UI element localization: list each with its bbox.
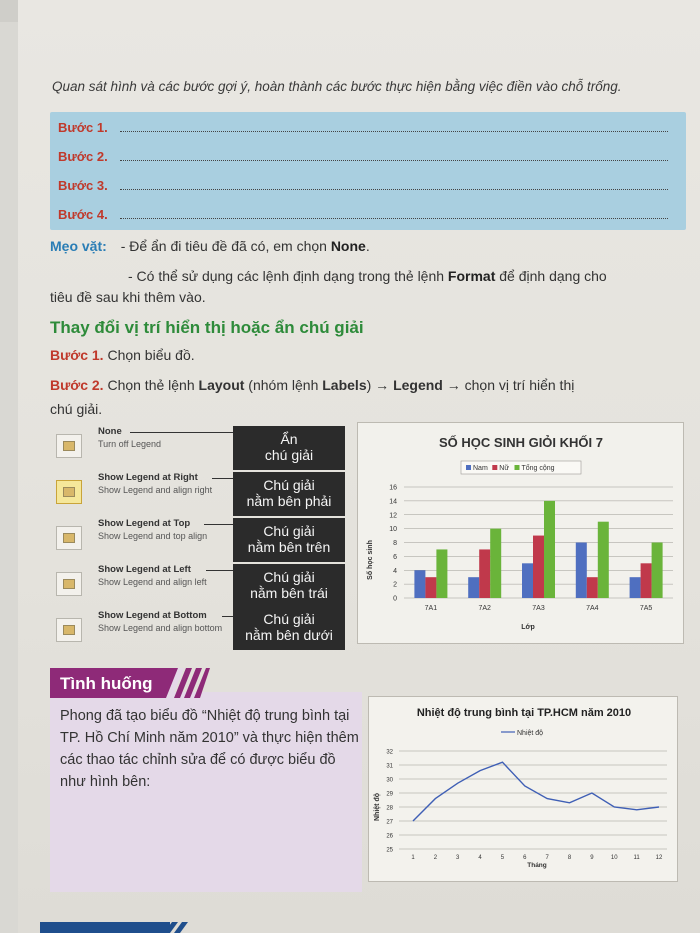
y-tick-label: 16: [389, 484, 397, 492]
x-tick-label: 4: [478, 855, 482, 861]
x-tick-label: 1: [411, 855, 415, 861]
x-tick-label: 10: [610, 855, 618, 861]
legend-right-icon: [56, 480, 82, 504]
x-tick-label: 7A2: [478, 605, 491, 612]
intro-text: Quan sát hình và các bước gợi ý, hoàn thành các bước thực hiện bằng việc điền vào chỗ trống.: [52, 79, 622, 94]
bar-7A5-1: [641, 563, 652, 598]
x-axis-label: Lớp: [521, 624, 535, 631]
line-chart-svg: [369, 697, 679, 883]
y-tick-label: 32: [386, 749, 393, 756]
bar-7A4-0: [576, 543, 587, 599]
chart-title: SỐ HỌC SINH GIỎI KHỐI 7: [439, 435, 603, 450]
bar-7A4-2: [598, 522, 609, 598]
bar-7A3-2: [544, 501, 555, 598]
legend-callout-box: Chú giải nằm bên trên: [233, 518, 345, 562]
bar-7A3-0: [522, 563, 533, 598]
situation-text: Phong đã tạo biểu đồ “Nhiệt độ trung bình tại TP. Hồ Chí Minh năm 2010” và thực hiện thêm các thao tác chỉnh sửa để có được biểu đồ như hình bên:: [60, 708, 359, 790]
y-tick-label: 8: [393, 540, 397, 547]
x-tick-label: 6: [523, 855, 527, 861]
legend-swatch: [492, 465, 497, 470]
situation-tag: [50, 668, 210, 698]
step-label: Bước 1.: [58, 120, 108, 135]
students-bar-chart: [357, 422, 684, 644]
legend-label: Nam: [473, 465, 488, 472]
legend-option-top[interactable]: Show Legend at Top Show Legend and top align Chú giải nằm bên trên: [50, 518, 350, 562]
bar-7A2-0: [468, 577, 479, 598]
step2-line-2: chú giải.: [50, 401, 103, 417]
legend-callout-box: Ẩn chú giải: [233, 426, 345, 470]
x-tick-label: 7: [545, 855, 549, 861]
legend-swatch: [466, 465, 471, 470]
x-tick-label: 5: [500, 855, 505, 861]
y-axis-label: Số học sinh: [367, 540, 374, 580]
legend-label: Tổng cộng: [521, 465, 555, 472]
x-tick-label: 7A5: [639, 605, 653, 612]
step-row-1[interactable]: [58, 116, 668, 138]
y-tick-label: 6: [393, 553, 397, 561]
step-row-4[interactable]: [58, 203, 668, 225]
steps-fill-box: [50, 112, 686, 230]
legend-label: Nhiệt độ: [517, 730, 544, 737]
x-tick-label: 7A1: [424, 605, 438, 612]
tip-line-3: tiêu đề sau khi thêm vào.: [50, 289, 206, 305]
step-label: Bước 2.: [58, 149, 108, 164]
x-tick-label: 11: [633, 855, 640, 861]
section-title: Thay đổi vị trí hiển thị hoặc ẩn chú giải: [50, 318, 364, 337]
x-axis-label: Tháng: [527, 862, 547, 869]
step1-line: Bước 1. Chọn biểu đồ.: [50, 347, 195, 363]
chart-grid: [399, 751, 667, 849]
y-tick-label: 10: [389, 526, 397, 534]
x-tick-label: 2: [433, 855, 438, 861]
legend-option-right[interactable]: Show Legend at Right Show Legend and align right Chú giải nằm bên phải: [50, 472, 350, 516]
tip-label: Mẹo vặt:: [50, 238, 107, 254]
bar-7A5-0: [630, 577, 641, 598]
bar-7A5-2: [652, 543, 663, 599]
legend-option-none[interactable]: None Turn off Legend Ẩn chú giải: [50, 426, 350, 470]
bar-7A1-0: [414, 570, 425, 598]
y-tick-label: 27: [386, 819, 393, 826]
next-section-tag: [40, 918, 200, 933]
step-row-2[interactable]: [58, 145, 668, 167]
y-axis-label: Nhiệt độ: [374, 793, 381, 821]
x-tick-label: 3: [456, 855, 460, 861]
y-tick-label: 0: [393, 595, 397, 603]
step-row-3[interactable]: [58, 174, 668, 196]
legend-callout-box: Chú giải nằm bên trái: [233, 564, 345, 608]
y-tick-label: 14: [389, 498, 397, 506]
bar-chart-svg: [358, 423, 685, 645]
chart-bars: [414, 501, 662, 598]
step2-line: Bước 2. Chọn thẻ lệnh Layout (nhóm lệnh Labels) → Legend → chọn vị trí hiển thị: [50, 377, 575, 393]
series-line: [413, 762, 659, 821]
legend-swatch: [515, 465, 520, 470]
bar-7A3-1: [533, 536, 544, 598]
x-tick-label: 7A3: [532, 605, 545, 612]
y-tick-label: 4: [393, 567, 397, 575]
y-tick-label: 12: [389, 512, 397, 520]
y-tick-label: 26: [386, 833, 393, 840]
y-tick-label: 25: [386, 847, 393, 854]
legend-bottom-icon: [56, 618, 82, 642]
step-label: Bước 4.: [58, 207, 108, 222]
legend-option-left[interactable]: Show Legend at Left Show Legend and align left Chú giải nằm bên trái: [50, 564, 350, 608]
y-tick-label: 30: [386, 777, 393, 784]
tip-line-2: - Có thể sử dụng các lệnh định dạng trong thẻ lệnh Format để định dạng cho: [128, 268, 607, 284]
legend-top-icon: [56, 526, 82, 550]
temperature-line-chart: [368, 696, 678, 882]
y-tick-label: 31: [386, 763, 393, 770]
situation-tag-label: Tình huống: [60, 674, 153, 693]
bar-7A1-1: [425, 577, 436, 598]
y-tick-label: 2: [393, 581, 397, 589]
bar-7A2-1: [479, 549, 490, 598]
chart-legend: [461, 461, 581, 474]
x-tick-label: 9: [590, 855, 594, 861]
legend-option-bottom[interactable]: Show Legend at Bottom Show Legend and align bottom Chú giải nằm bên dưới: [50, 610, 350, 654]
bar-7A4-1: [587, 577, 598, 598]
bar-7A1-2: [436, 549, 447, 598]
legend-none-icon: [56, 434, 82, 458]
chart-title: Nhiệt độ trung bình tại TP.HCM năm 2010: [416, 707, 632, 719]
y-tick-label: 28: [386, 805, 393, 812]
y-tick-label: 29: [386, 791, 393, 798]
legend-options-panel: [50, 424, 350, 650]
tip-line-1: Mẹo vặt: - Để ẩn đi tiêu đề đã có, em chọn None.: [50, 238, 370, 254]
step-label: Bước 3.: [58, 178, 108, 193]
bar-7A2-2: [490, 529, 501, 598]
x-tick-label: 8: [567, 855, 572, 861]
x-tick-label: 7A4: [586, 605, 599, 612]
legend-callout-box: Chú giải nằm bên phải: [233, 472, 345, 516]
x-tick-label: 12: [655, 855, 663, 861]
legend-callout-box: Chú giải nằm bên dưới: [233, 606, 345, 650]
legend-left-icon: [56, 572, 82, 596]
legend-label: Nữ: [499, 465, 510, 472]
